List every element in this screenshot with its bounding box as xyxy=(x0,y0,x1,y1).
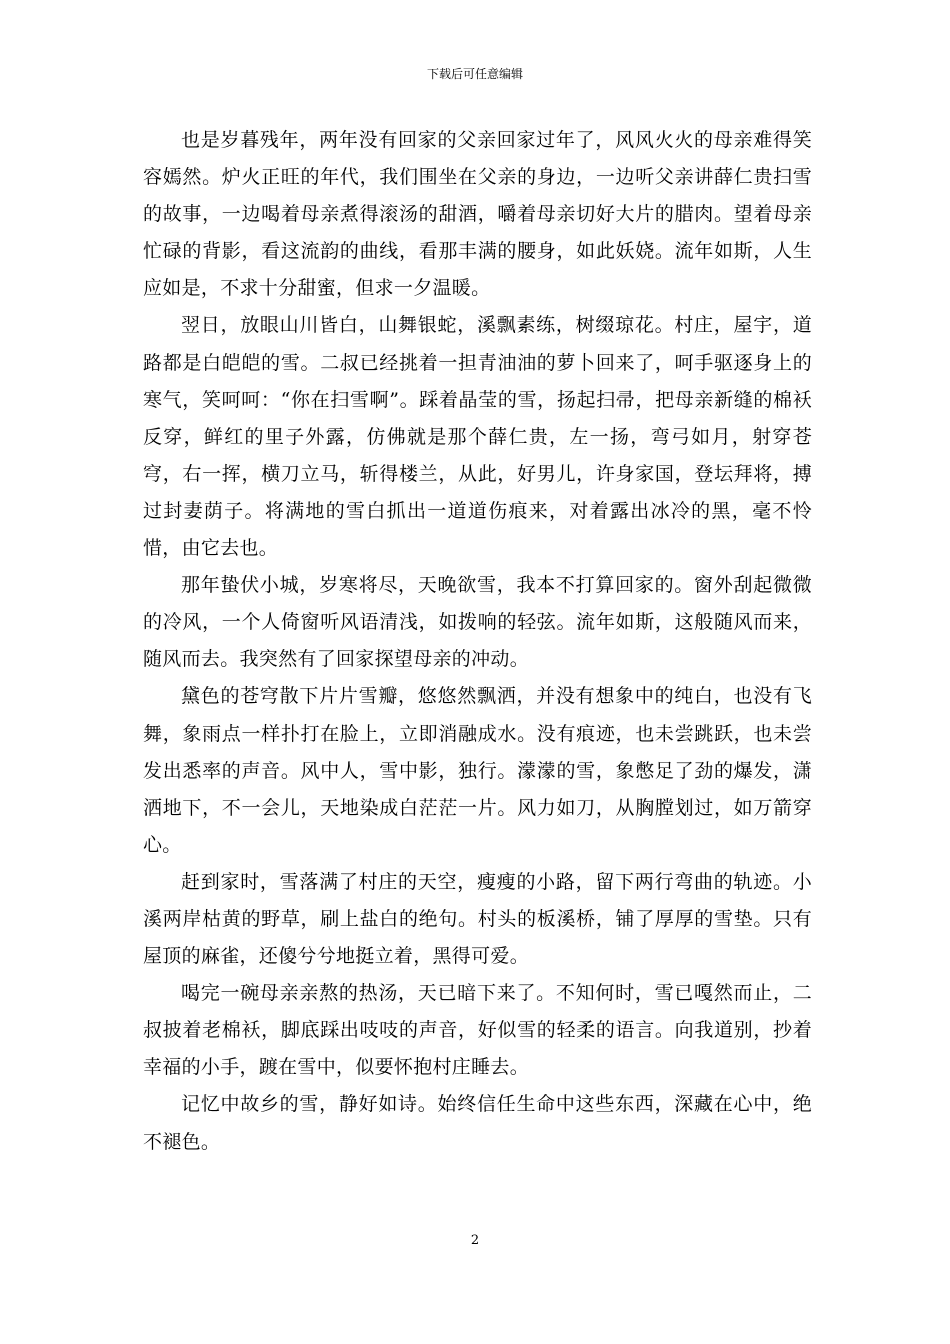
page-number: 2 xyxy=(470,1233,480,1248)
paragraph: 记忆中故乡的雪，静好如诗。始终信任生命中这些东西，深藏在心中，绝不褪色。 xyxy=(143,1093,812,1153)
paragraph: 喝完一碗母亲亲熬的热汤，天已暗下来了。不知何时，雪已嘎然而止，二叔披着老棉袄，脚底踩出吱吱的声音，好似雪的轻柔的语言。向我道别，抄着幸福的小手，踱在雪中，似要怀抱村庄睡去。 xyxy=(143,982,812,1079)
document-body xyxy=(143,122,812,1161)
paragraph: 那年蛰伏小城，岁寒将尽，天晚欲雪，我本不打算回家的。窗外刮起微微的冷风，一个人倚窗听风语清浅，如拨响的轻弦。流年如斯，这般随风而来，随风而去。我突然有了回家探望母亲的冲动。 xyxy=(143,574,812,671)
paragraph: 也是岁暮残年，两年没有回家的父亲回家过年了，风风火火的母亲难得笑容嫣然。炉火正旺的年代，我们围坐在父亲的身边，一边听父亲讲薛仁贵扫雪的故事，一边喝着母亲煮得滚汤的甜酒，嚼着母亲切好大片的腊肉。望着母亲忙碌的背影，看这流韵的曲线，看那丰满的腰身，如此妖娆。流年如斯，人生应如是，不求十分甜蜜，但求一夕温暖。 xyxy=(143,129,812,300)
paragraph: 赶到家时，雪落满了村庄的天空，瘦瘦的小路，留下两行弯曲的轨迹。小溪两岸枯黄的野草，刷上盐白的绝句。村头的板溪桥，铺了厚厚的雪垫。只有屋顶的麻雀，还傻兮兮地挺立着，黑得可爱。 xyxy=(143,870,812,968)
page-header: 下载后可任意编辑 xyxy=(426,67,523,81)
paragraph: 黛色的苍穹散下片片雪瓣，悠悠然飘洒，并没有想象中的纯白，也没有飞舞，象雨点一样扑打在脸上，立即消融成水。没有痕迹，也未尝跳跃，也未尝发出悉率的声音。风中人，雪中影，独行。濛濛的雪，象憋足了劲的爆发，潇洒地下，不一会儿，天地染成白茫茫一片。风力如刀，从胸膛划过，如万箭穿心。 xyxy=(143,685,812,856)
paragraph: 翌日，放眼山川皆白，山舞银蛇，溪飘素练，树缀琼花。村庄，屋宇，道路都是白皑皑的雪。二叔已经挑着一担青油油的萝卜回来了，呵手驱逐身上的寒气，笑呵呵：“你在扫雪啊”。踩着晶莹的雪，扬起扫帚，把母亲新缝的棉袄反穿，鲜红的里子外露，仿佛就是那个薛仁贵，左一扬，弯弓如月，射穿苍穹，右一挥，横刀立马，斩得楼兰，从此，好男儿，许身家国，登坛拜将，搏过封妻荫子。将满地的雪白抓出一道道伤痕来，对着露出冰冷的黑，毫不怜惜，由它去也。 xyxy=(143,314,812,560)
